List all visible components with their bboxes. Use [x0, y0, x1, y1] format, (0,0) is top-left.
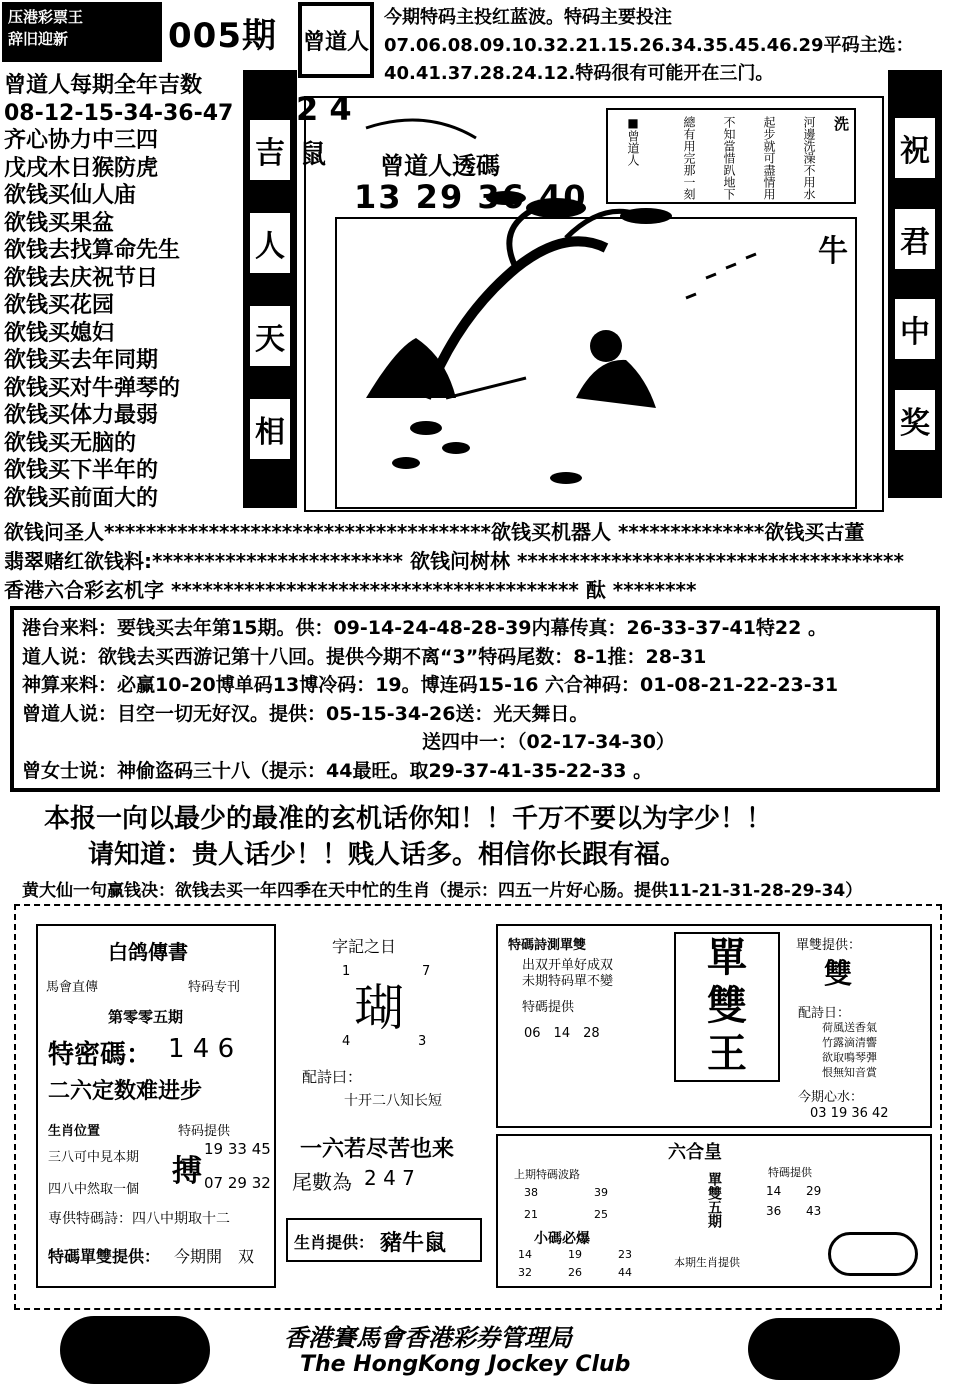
panel-b-n4: 4	[342, 1034, 351, 1049]
poem-line: 恨無知音賞	[822, 1066, 877, 1079]
info-line: 曾道人说：目空一切无好汉。提供：05-15-34-26送：光天舞日。	[22, 702, 589, 725]
spec-num: 43	[806, 1204, 822, 1218]
left-line: 欲钱买花园	[4, 293, 115, 318]
grid-cell: 25	[594, 1208, 608, 1221]
masthead-logo	[2, 2, 162, 62]
footer-emblem-left	[60, 1316, 210, 1384]
panel-c-prov: 特碼提供	[522, 1000, 575, 1015]
grid-cell: 39	[594, 1186, 608, 1199]
poem-column: 不知當惜趴地下	[722, 116, 736, 200]
left-scroll	[243, 70, 297, 508]
single-label: 特碼單雙提供：	[48, 1247, 161, 1266]
panel-d-left-title: 上期特碼波路	[514, 1168, 580, 1181]
left-line: 欲钱买对牛弹琴的	[4, 375, 181, 401]
poem-line: 荷風送香氣	[822, 1021, 877, 1034]
info-box	[10, 606, 940, 792]
info-line: 港台来料：要钱买去年第15期。供：09-14-24-48-28-39内幕传真：26-33-37-41特22 。	[22, 617, 827, 639]
panel-a-big-char: 搏	[172, 1154, 202, 1189]
picture-ox: 牛	[818, 234, 848, 269]
panel-c-big: 單	[707, 935, 747, 981]
seal-stamp: 曾道人	[298, 2, 374, 78]
panel-d-zodiac-title: 本期生肖提供	[674, 1256, 740, 1269]
special-value: 1 4 6	[168, 1034, 235, 1064]
panel-d-spec-title: 特碼提供	[768, 1166, 812, 1179]
panel-a-special-title: 特码提供	[178, 1124, 231, 1139]
panel-b-n1: 1	[342, 964, 351, 979]
mid-line: 翡翠赌红欲钱料:************************ 欲钱问树林 *************************************	[4, 549, 904, 573]
left-line: 欲钱买下半年的	[4, 458, 159, 483]
scroll-char: 吉	[250, 120, 290, 180]
panel-a-phrase: 二六定数难进步	[48, 1079, 203, 1104]
mid-line: 欲钱问圣人*************************************欲钱买机器人 **************欲钱买古董	[4, 520, 865, 544]
panel-c	[496, 924, 932, 1128]
panel-c-big: 王	[707, 1031, 747, 1077]
info-line: 送四中一：（02-17-34-30）	[422, 731, 675, 753]
panel-c-title: 特碼詩測單雙	[508, 938, 587, 953]
panel-a-poem: 専供特碼詩：四八中期取十二	[48, 1211, 230, 1227]
picture-numbers: 13 29 36 40	[354, 178, 588, 216]
poem-box	[606, 108, 856, 204]
panel-c-right-title: 單雙提供：	[796, 938, 862, 953]
poem-column: 總有用完那一刻	[682, 116, 696, 200]
panel-b-title: 字記之日	[332, 937, 397, 956]
panel-a-nums: 19 33 45	[204, 1140, 271, 1158]
grid-cell: 38	[524, 1186, 538, 1199]
panel-c-big: 雙	[707, 983, 747, 1029]
left-line: 欲钱买仙人庙	[4, 183, 137, 208]
poem-line: 竹露滴清響	[822, 1036, 877, 1049]
scroll-char: 相	[250, 399, 290, 459]
pos-line: 三八可中見本期	[48, 1150, 140, 1165]
special-label: 特密碼：	[48, 1040, 153, 1070]
small-num: 14	[518, 1248, 532, 1261]
panel-a-sub-left: 馬會直傳	[46, 980, 99, 995]
poem-column: 起步就可盡情用	[762, 116, 776, 200]
info-line: 神算来料：必赢10-20博单码13博冷码：19。博连码15-16 六合神码：01-08-21-22-23-31	[22, 674, 839, 696]
left-column	[4, 72, 244, 512]
small-num: 44	[618, 1266, 632, 1279]
scroll-char: 天	[250, 306, 290, 366]
panel-b-big: 瑚	[354, 979, 404, 1037]
lucky-numbers: 08-12-15-34-36-47	[4, 100, 234, 126]
small-num: 19	[568, 1248, 582, 1261]
left-line: 欲钱买体力最弱	[4, 403, 159, 428]
panel-b-phrase: 一六若尽苦也来	[300, 1137, 455, 1162]
panel-c-heart-nums: 03 19 36 42	[810, 1106, 889, 1121]
tail-value: 2 4 7	[364, 1166, 415, 1190]
left-line: 欲钱买去年同期	[4, 348, 159, 373]
lucky-title: 曾道人每期全年吉数	[4, 73, 203, 98]
footer-cn: 香港賽馬會香港彩券管理局	[284, 1323, 572, 1352]
scroll-char: 中	[895, 299, 935, 359]
scroll-char: 君	[895, 209, 935, 269]
picture-title: 曾道人透碼	[380, 151, 500, 180]
panel-b-poem-label: 配詩曰：	[302, 1068, 363, 1086]
mid-line: 香港六合彩玄机字 *************************************** 酞 ********	[4, 578, 697, 602]
small-num: 26	[568, 1266, 582, 1279]
poem-column: 河邊洗澡不用水	[802, 116, 816, 200]
left-line: 欲钱去庆祝节日	[4, 265, 159, 291]
poem-author: ■曾道人	[626, 116, 640, 166]
issue-number: 005期	[168, 16, 277, 56]
zodiac-label: 生肖提供：	[294, 1233, 375, 1252]
left-line: 欲钱买果盆	[4, 210, 115, 236]
panel-c-nums: 06 14 28	[524, 1026, 600, 1041]
left-line: 欲钱去找算命先生	[4, 238, 181, 263]
panel-d	[496, 1134, 932, 1288]
panel-a-title: 白鸽傳書	[108, 940, 188, 964]
footer-en: The HongKong Jockey Club	[300, 1352, 631, 1377]
info-line: 曾女士说：神偷盗码三十八（提示：44最旺。取29-37-41-35-22-33 。	[22, 759, 653, 782]
panel-b-n3: 3	[418, 1034, 427, 1049]
left-line: 欲钱买媳妇	[4, 320, 115, 346]
panel-c-right-big: 雙	[824, 957, 853, 990]
panel-b	[282, 924, 482, 1288]
poem-line: 欲取鳴琴彈	[822, 1051, 877, 1064]
spec-num: 36	[766, 1204, 782, 1218]
masthead-line2: 辞旧迎新	[8, 30, 69, 48]
panel-d-small-title: 小碼必爆	[534, 1231, 590, 1247]
panel-b-poem: 十开二八知长短	[344, 1093, 442, 1109]
left-line: 戊戌木日猴防虎	[4, 155, 159, 181]
panel-c-poem-label: 配詩日：	[798, 1006, 851, 1021]
spec-num: 14	[766, 1184, 782, 1198]
single-value: 今期開 双	[174, 1247, 255, 1266]
panel-d-title: 六合皇	[668, 1142, 722, 1163]
small-num: 23	[618, 1248, 632, 1261]
picture-mark-numbers: 2 4	[296, 90, 352, 128]
pos-title: 生肖位置	[48, 1124, 101, 1139]
masthead-line1: 压港彩票王	[8, 8, 84, 26]
panel-a-issue: 第零零五期	[108, 1008, 184, 1026]
left-line: 欲钱买前面大的	[4, 485, 159, 511]
panel-c-poem	[822, 1020, 877, 1080]
left-line: 欲钱买无脑的	[4, 430, 137, 456]
slogan-2: 请知道：贵人话少！！贱人话多。相信你长跟有福。	[88, 840, 687, 870]
intro-paragraph: 今期特码主投红蓝波。特码主要投注07.06.08.09.10.32.21.15.26.34.35.45.46.29平码主选：40.41.37.28.24.12.特码很有可能开在三门。	[384, 7, 914, 84]
small-num: 32	[518, 1266, 532, 1279]
scroll-char: 奖	[895, 390, 935, 450]
panel-a	[36, 924, 276, 1288]
zodiac-box	[286, 1218, 482, 1262]
info-line: 道人说：欲钱去买西游记第十八回。提供今期不离“3”特码尾数：8-1推：28-31	[22, 645, 707, 668]
panel-d-mid: 單雙五期	[706, 1172, 722, 1228]
footer-emblem-right	[748, 1318, 900, 1380]
panel-a-nums: 07 29 32	[204, 1174, 271, 1192]
panel-c-line: 出双开单好成双	[522, 958, 614, 973]
scroll-char: 人	[250, 213, 290, 273]
panel-c-line: 未期特码單不變	[522, 974, 614, 989]
left-line: 齐心协力中三四	[4, 128, 159, 153]
slogan-1: 本报一向以最少的最准的玄机话你知！！千万不要以为字少！！	[44, 804, 773, 834]
scroll-char: 祝	[895, 118, 935, 178]
right-scroll	[888, 70, 942, 498]
tail-label: 尾數為	[292, 1170, 352, 1194]
poem-title: 洗	[832, 116, 850, 131]
panel-c-heart: 今期心水：	[798, 1090, 864, 1105]
picture-rat: 鼠	[300, 140, 327, 170]
zodiac-value: 豬牛鼠	[380, 1231, 447, 1256]
spec-num: 29	[806, 1184, 822, 1198]
panel-b-n7: 7	[422, 964, 431, 979]
panel-d-emblem	[828, 1232, 918, 1276]
huang-line: 黄大仙一句赢钱决：欲钱去买一年四季在天中忙的生肖（提示：四五一片好心肠。提供11-21-31-28-29-34）	[22, 881, 863, 901]
panel-c-big-box	[674, 932, 780, 1082]
pos-line: 四八中然取一個	[48, 1182, 140, 1197]
grid-cell: 21	[524, 1208, 538, 1221]
panel-a-sub-right: 特码专刊	[188, 980, 241, 995]
